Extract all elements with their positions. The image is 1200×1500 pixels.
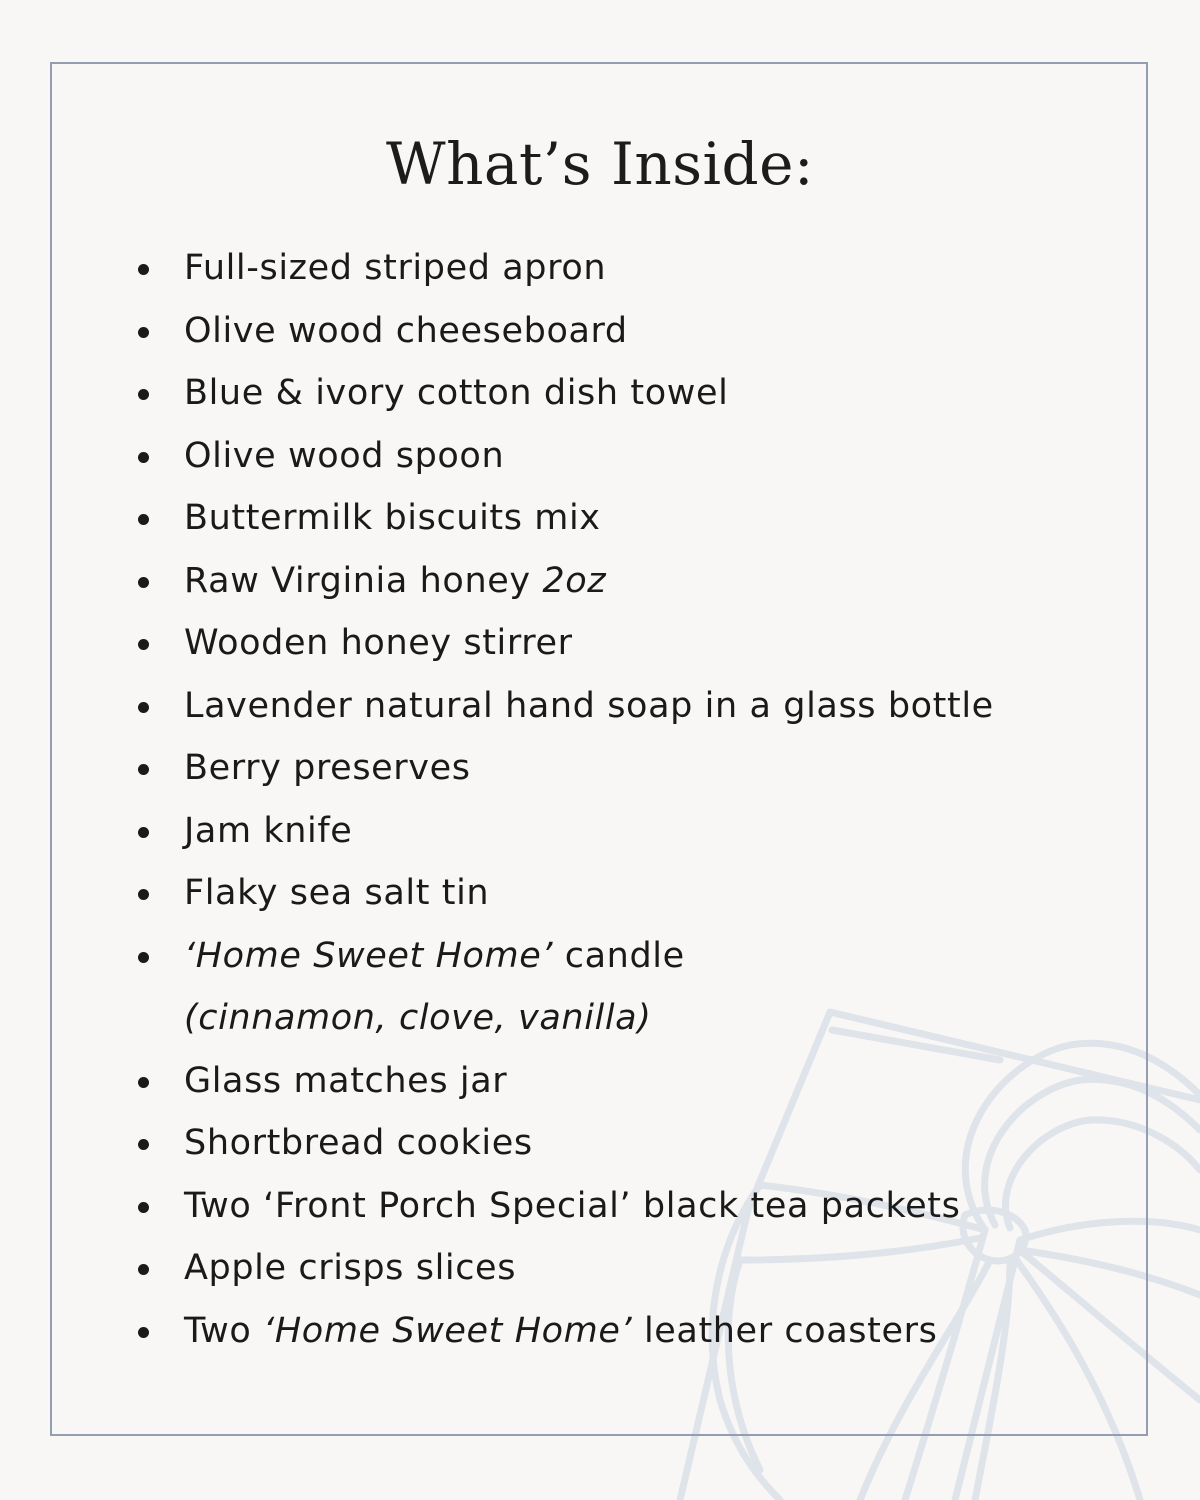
- bullet-icon: [138, 889, 149, 900]
- bullet-icon: [138, 1327, 149, 1338]
- list-item-text: Jam knife: [184, 810, 353, 851]
- list-item: [130, 550, 1090, 613]
- list-item-text: Wooden honey stirrer: [184, 623, 573, 663]
- list-item-text: 2oz: [542, 560, 607, 601]
- list-item: [130, 675, 1090, 738]
- bullet-icon: [138, 1202, 149, 1213]
- bullet-icon: [138, 514, 149, 525]
- bullet-icon: [138, 327, 149, 338]
- list-item-text: Glass matches jar: [184, 1060, 508, 1101]
- list-item: [130, 925, 1090, 1050]
- list-item-text: Raw Virginia honey: [184, 560, 543, 601]
- bullet-icon: [138, 827, 149, 838]
- list-item-text: ‘Home Sweet Home’: [184, 935, 554, 976]
- bullet-icon: [138, 952, 149, 963]
- list-item-text: candle: [553, 935, 685, 976]
- list-item-text: Apple crisps slices: [184, 1248, 517, 1288]
- list-item: [130, 1050, 1090, 1113]
- list-item: [130, 425, 1090, 488]
- contents-list: [130, 237, 1090, 1362]
- list-item-text: Full-sized striped apron: [184, 248, 607, 288]
- list-item-text: Olive wood spoon: [184, 435, 505, 476]
- list-item-text: Blue & ivory cotton dish towel: [184, 373, 729, 413]
- list-item: [130, 1237, 1090, 1300]
- list-item: [130, 362, 1090, 425]
- list-item-note: (cinnamon, clove, vanilla): [184, 998, 652, 1038]
- list-item: [130, 1300, 1090, 1363]
- bullet-icon: [138, 452, 149, 463]
- bullet-icon: [138, 639, 149, 650]
- list-item-text: Buttermilk biscuits mix: [184, 498, 601, 538]
- list-item-text: Flaky sea salt tin: [184, 873, 490, 913]
- list-item-text: Berry preserves: [184, 748, 471, 788]
- list-item-text: ‘Home Sweet Home’: [263, 1310, 633, 1351]
- list-item-text: Two: [184, 1310, 264, 1351]
- bullet-icon: [138, 264, 149, 275]
- bullet-icon: [138, 764, 149, 775]
- bullet-icon: [138, 1264, 149, 1275]
- list-item: [130, 737, 1090, 800]
- list-item: [130, 1112, 1090, 1175]
- bullet-icon: [138, 1077, 149, 1088]
- list-item: [130, 300, 1090, 363]
- page-title: What’s Inside:: [385, 130, 815, 198]
- bullet-icon: [138, 577, 149, 588]
- list-item: [130, 237, 1090, 300]
- list-item-text: Lavender natural hand soap in a glass bottle: [184, 685, 994, 726]
- bullet-icon: [138, 702, 149, 713]
- bullet-icon: [138, 389, 149, 400]
- list-item: [130, 800, 1090, 863]
- list-item: [130, 1175, 1090, 1238]
- list-item: [130, 487, 1090, 550]
- bullet-icon: [138, 1139, 149, 1150]
- list-item-text: Shortbread cookies: [184, 1123, 533, 1163]
- list-item-text: leather coasters: [632, 1310, 938, 1351]
- list-item-text: Olive wood cheeseboard: [184, 310, 628, 351]
- list-item: [130, 612, 1090, 675]
- list-item: [130, 862, 1090, 925]
- list-item-text: Two ‘Front Porch Special’ black tea packets: [184, 1185, 961, 1226]
